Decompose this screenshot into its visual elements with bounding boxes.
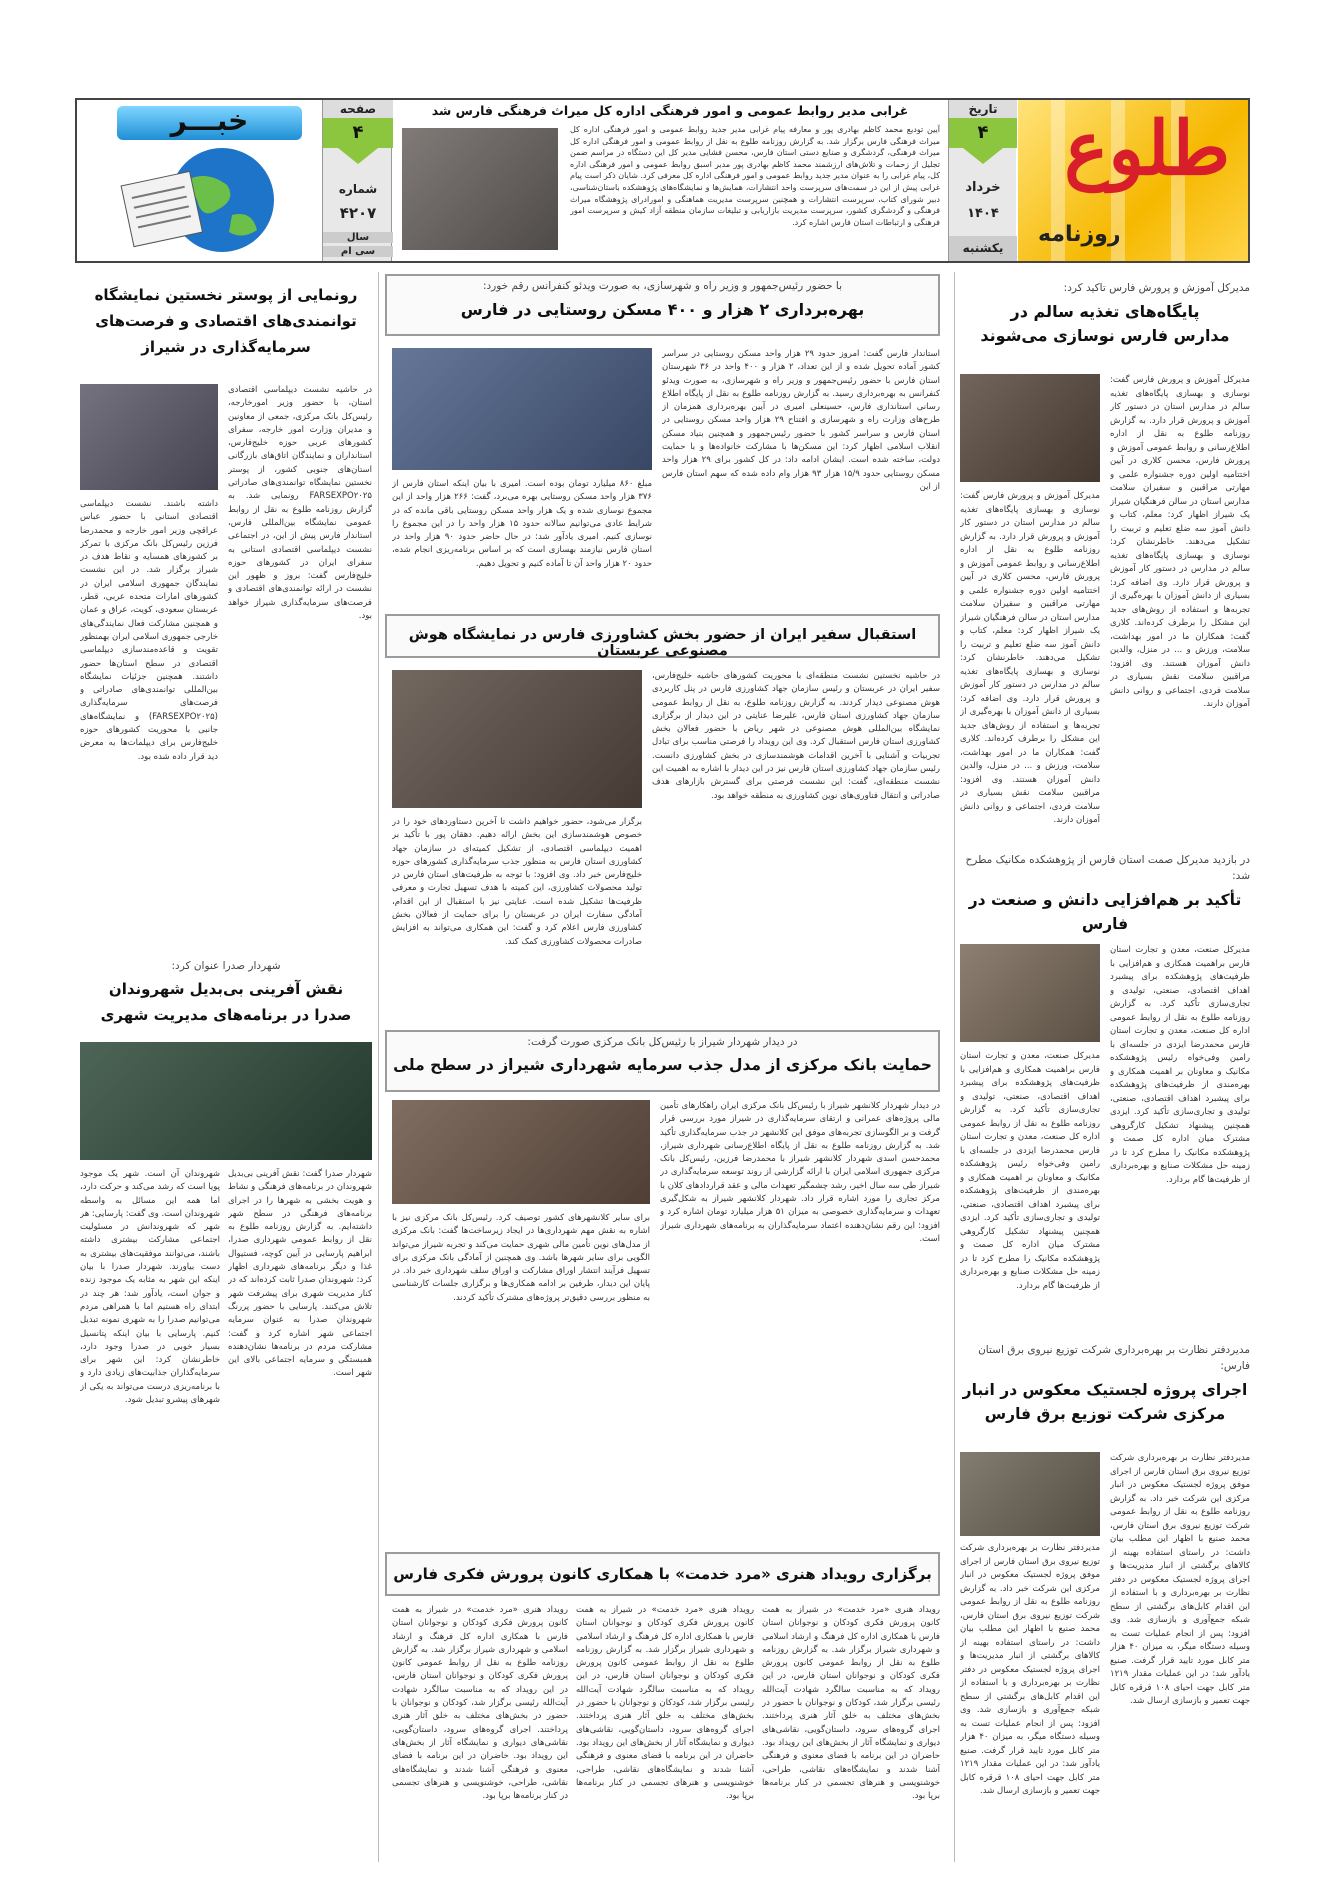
top-story [394, 100, 946, 261]
bank-headline-box [385, 1030, 940, 1092]
logo-subtitle: روزنامه [1038, 222, 1121, 247]
schools-article [960, 282, 1250, 842]
power-photo [960, 1452, 1100, 1536]
power-title: اجرای پروژه لجستیک معکوس در انبار مرکزی شرکت توزیع برق فارس [962, 1381, 1248, 1423]
housing-body-left: مبلغ ۸۶۰ میلیارد تومان بوده است. امیری با بیان اینکه استان فارس از ۳۷۶ هزار واحد مسکن روستایی بهره می‌برد، گفت: ۲۶۶ هزار واحد از این مجموع نوسازی شده و یک هزار واحد مسکن روستایی باقی مانده که در شرایط عادی می‌توانیم سالانه حدود ۱۵ هزار واحد را در این مجموع را نوسازی کنیم. امیری یادآور شد: در حال حاضر حدود ۹۰ هزار واحد در استان فارس نیازمند بهسازی است که بر اساس برنامه‌ریزی انجام شده، حدود ۲۰ هزار واحد آن تا آماده کنیم و تحویل دهیم. [392, 479, 652, 569]
power-article [960, 1342, 1250, 1852]
page-num: ۴ [323, 118, 393, 148]
page-arrow-icon [338, 148, 378, 164]
top-story-photo [402, 128, 558, 250]
column-divider [954, 272, 955, 1862]
date-month: خرداد [965, 180, 1001, 195]
expo-body-left: داشته باشند. نشست دیپلماسی اقتصادی استانی با حضور عباس عراقچی وزیر امور خارجه و محمدرضا فرزین رئیس‌کل بانک مرکزی با تمرکز بر کشورهای همسایه و نقاط هدف در شیراز برگزار شد. در این نشست نمایندگان جمهوری اسلامی ایران در کشورهای امارات متحده عربی، قطر، عربستان سعودی، کویت، عراق و عمان و همچنین مشارکت فعال نمایندگی‌های خارجی جمهوری اسلامی ایران بهمنظور تقویت و قاعده‌مندسازی دیپلماسی اقتصادی در سطح استان‌ها حضور داشتند. همچنین جزئیات نمایشگاه بین‌المللی توانمندی‌های صادراتی و فرصت‌های سرمایه‌گذاری (FARSEXPO۲۰۲۵) و نمایشگاه‌های جانبی با محوریت کشورهای حوزه خلیج‌فارس برای دیپلمات‌ها به معرض دید قرار داده شده بود. [80, 499, 218, 762]
ambassador-headline-box [385, 614, 940, 658]
date-label: تاریخ [949, 100, 1017, 118]
art-body-right: رویداد هنری «مرد خدمت» در شیراز به همت کانون پرورش فکری کودکان و نوجوانان استان فارس با همکاری اداره کل فرهنگ و ارشاد اسلامی و شهرداری شیراز برگزار شد. به گزارش روزنامه طلوع به نقل از روابط عمومی کانون پرورش فکری کودکان و نوجوانان استان فارس، در این رویداد که به مناسبت سالگرد شهادت آیت‌الله رئیسی برگزار شد، کودکان و نوجوانان با حضور در بخش‌های مختلف به خلق آثار هنری پرداختند. اجرای گروه‌های سرود، داستان‌گویی، نقاشی‌های دیواری و نمایشگاه آثار از بخش‌های این رویداد بود. حاضران در این برنامه با فضای معنوی و فرهنگی آشنا شدند و نمایشگاه‌های نقاشی، طراحی، خوشنویسی و هنرهای تجسمی در کنار برنامه‌ها برپا بود. [762, 1605, 940, 1802]
top-story-title: غرابی مدیر روابط عمومی و امور فرهنگی اداره کل میراث فرهنگی فارس شد [431, 103, 909, 118]
sadra-body-right: شهردار صدرا گفت: نقش آفرینی بی‌بدیل شهروندان در برنامه‌های فرهنگی و نشاط و هویت بخشی به شهرها را در اجرای برنامه‌های فرهنگی در سطح شهر داشته‌ایم. به گزارش روزنامه طلوع به نقل از روابط عمومی شهرداری صدرا، ابراهیم پارسایی در آیین کوچه، فستیوال غذا و دیگر برنامه‌های شهرداری اظهار کرد: شهروندان صدرا ثابت کرده‌اند که در کنار مدیریت شهری برای پیشرفت شهر تلاش می‌کنند. پارسایی با حضور پررنگ شهروندان صدرا به عنوان سرمایه اجتماعی شهر اشاره کرد و گفت: مشارکت مردم در برنامه‌ها نشان‌دهنده همبستگی و سرمایه اجتماعی بالای این شهر است. [228, 1169, 372, 1379]
khabar-text: خبـــر [170, 104, 249, 137]
housing-title: بهره‌برداری ۲ هزار و ۴۰۰ مسکن روستایی در فارس [460, 300, 865, 319]
ambassador-photo [392, 670, 642, 808]
power-body: مدیردفتر نظارت بر بهره‌برداری شرکت توزیع نیروی برق استان فارس از اجرای موفق پروژه لجستیک معکوس در انبار مرکزی این شرکت خبر داد. به گزارش روزنامه طلوع به نقل از روابط عمومی شرکت توزیع نیروی برق استان فارس، محمد صنیع با اظهار این مطلب بیان داشت: در راستای استفاده بهینه از کالاهای برگشتی از انبار مدیریت‌ها و اجرای پروژه لجستیک معکوس در دفتر نظارت بر بهره‌برداری و با استفاده از این اقدام کابل‌های برگشتی از سطح شبکه جمع‌آوری و بازسازی شد. وی افزود: پس از انجام عملیات تست به وسیله دستگاه میگر، به میزان ۴۰ هزار متر کابل مورد تایید قرار گرفت. صنیع یادآور شد: در این عملیات مقدار ۱۲۱۹ متر کابل جهت احیای ۱۰۸ قرقره کابل جهت تعمیر و بازسازی ارسال شد. [1110, 1453, 1250, 1706]
page-label: صفحه [323, 100, 393, 118]
sadra-title: نقش آفرینی بی‌بدیل شهروندان صدرا در برنامه‌های مدیریت شهری [100, 980, 352, 1024]
date-arrow-icon [963, 148, 1003, 164]
industry-title: تأکید بر هم‌افزایی دانش و صنعت در فارس [968, 891, 1242, 933]
bank-body-right: در دیدار شهردار کلانشهر شیراز با رئیس‌کل بانک مرکزی ایران راهکارهای تأمین مالی پروژه‌های عمرانی و ارتقای سرمایه‌گذاری در شیراز مورد بررسی قرار گرفت و بر الگوسازی تجربه‌های موفق این کلانشهر در جذب سرمایه‌گذاری تأکید شد. به گزارش روزنامه طلوع به نقل از پایگاه اطلاع‌رسانی شهرداری شیراز، محمدحسن اسدی شهردار کلانشهر شیراز با محمدرضا فرزین، رئیس‌کل بانک مرکزی جمهوری اسلامی ایران با ارائه گزارشی از روند توسعه سرمایه‌گذاری در شیراز طی سه سال اخیر، رشد چشمگیر تعهدات مالی و عقد قراردادهای کلان با مرکز تجاری را مورد اشاره قرار داد. شهردار کلانشهر شیراز به شکل‌گیری تعهدات و سرمایه‌گذاری خصوصی به میزان ۵۱ هزار میلیارد تومان اشاره کرد و افزود: این رقم نشان‌دهنده اعتماد سرمایه‌گذاران به برنامه‌های شهرداری شیراز است. [660, 1101, 940, 1244]
bank-photo [392, 1100, 650, 1204]
ambassador-body-right: در حاشیه نخستین نشست منطقه‌ای با محوریت کشورهای حاشیه خلیج‌فارس، سفیر ایران در عربستان و رئیس سازمان جهاد کشاورزی فارس در پنل کاربردی هوش مصنوعی دیدار کردند. به گزارش روزنامه طلوع، به نقل از روابط عمومی سازمان جهاد کشاورزی استان فارس، علیرضا عنایتی در این دیدار از برگزاری نمایشگاه بین‌المللی هوش مصنوعی در شهر ریاض با حضور فعالان بخش کشاورزی استان فارس استقبال کرد. وی این رویداد را فرصتی مناسب برای تبادل تجربیات و آشنایی با آخرین اقدامات هوشمندسازی در بخش کشاورزی دانست. رئیس سازمان جهاد کشاورزی استان فارس نیز در این دیدار با اشاره به اهمیت این نشست منطقه‌ای، گفت: این نشست فرصتی برای گسترش بازارهای هدف صادراتی و انتقال فناوری‌های نوین کشاورزی به منطقه خواهد بود. [652, 671, 940, 801]
industry-kicker: در بازدید مدیرکل صمت استان فارس از پژوهشکده مکانیک مطرح شد: [965, 854, 1250, 882]
date-box [948, 100, 1016, 261]
sadra-article [80, 960, 372, 1860]
industry-body-cont: مدیرکل صنعت، معدن و تجارت استان فارس براهمیت همکاری و هم‌افزایی با ظرفیت‌های پژوهشکده برای پیشبرد اهداف اقتصادی، صنعتی، تولیدی و تجاری‌سازی تأکید کرد. به گزارش روزنامه طلوع به نقل از روابط عمومی اداره کل صنعت، معدن و تجارت استان فارس محمدرضا ایزدی در جلسه‌ای با رامین وفی‌خواه رئیس پژوهشکده مکانیک و معاونان بر اهمیت همکاری و بهره‌مندی از ظرفیت‌های پژوهشکده برای پیشبرد اهداف اقتصادی، صنعتی، تولیدی و تجاری‌سازی تأکید کرد. ایزدی همچنین پیشنهاد تشکیل کارگروهی مشترک میان اداره کل صمت و پژوهشکده مکانیک را مطرح کرد تا در زمینه حل مشکلات صنایع و بهره‌برداری از ظرفیت‌ها گام بردارد. [960, 1051, 1100, 1291]
column-divider [378, 272, 379, 1862]
housing-body-right: استاندار فارس گفت: امروز حدود ۲۹ هزار واحد مسکن روستایی در سراسر کشور آماده تحویل شده و از این تعداد، ۲ هزار و ۴۰۰ واحد در ۳۶ شهرستان استان فارس با حضور رئیس‌جمهور و وزیر راه و شهرسازی، به صورت ویدئو کنفرانس به بهره‌برداری رسید. به گزارش روزنامه طلوع به نقل از پایگاه اطلاع رسانی استانداری فارس، حسینعلی امیری در آیین بهره‌برداری همزمان از طرح‌های وزارت راه و شهرسازی و افتتاح ۲۹ هزار واحد مسکن روستایی در استان فارس و سراسر کشور با حضور رئیس‌جمهور و همچنین بنیاد مسکن انقلاب اسلامی اظهار کرد: این مسکن‌ها با مشارکت خانواده‌ها و با حمایت دولت، ساخته شده است. ایشان ادامه داد: در کل کشور برای ۲۹ هزار واحد مسکن روستایی حدود ۱۵/۹ هزار ۹۳ هزار وام داده شده که سهم استان فارس از این [662, 349, 940, 492]
art-title: برگزاری رویداد هنری «مرد خدمت» با همکاری کانون پرورش فکری فارس [393, 1565, 932, 1583]
bank-kicker: در دیدار شهردار شیراز با رئیس‌کل بانک مرکزی صورت گرفت: [527, 1036, 798, 1048]
ambassador-body-left: برگزار می‌شود، حضور خواهیم داشت تا آخرین دستاوردهای خود را در خصوص هوشمندسازی این بخش ارائه دهیم. دهقان پور با تأکید بر اهمیت دیپلماسی اقتصادی، از تشکیل کمیته‌ای در سازمان جهاد کشاورزی استان فارس به منظور جذب سرمایه‌گذاری کشورهای حوزه خلیج‌فارس خبر داد. وی افزود: با توجه به ظرفیت‌های استان فارس در تولید محصولات کشاورزی، این کمیته با هدف تسهیل تجارت و معرفی ظرفیت‌ها تشکیل شده است. عنایتی نیز با استقبال از این اقدام، آمادگی سفارت ایران در عربستان را برای حمایت از فعالان بخش کشاورزی فارس اعلام کرد و گفت: این همکاری می‌تواند به افزایش صادرات محصولات کشاورزی کمک کند. [392, 817, 642, 947]
art-body-mid: رویداد هنری «مرد خدمت» در شیراز به همت کانون پرورش فکری کودکان و نوجوانان استان فارس با همکاری اداره کل فرهنگ و ارشاد اسلامی و شهرداری شیراز برگزار شد. به گزارش روزنامه طلوع به نقل از روابط عمومی کانون پرورش فکری کودکان و نوجوانان استان فارس، در این رویداد که به مناسبت سالگرد شهادت آیت‌الله رئیسی برگزار شد، کودکان و نوجوانان با حضور در بخش‌های مختلف به خلق آثار هنری پرداختند. اجرای گروه‌های سرود، داستان‌گویی، نقاشی‌های دیواری و نمایشگاه آثار از بخش‌های این رویداد بود. حاضران در این برنامه با فضای معنوی و فرهنگی آشنا شدند و نمایشگاه‌های نقاشی، طراحی، خوشنویسی و هنرهای تجسمی در کنار برنامه‌ها برپا بود. [576, 1605, 754, 1802]
schools-body: مدیرکل آموزش و پرورش فارس گفت: نوسازی و بهسازی پایگاه‌های تغذیه سالم در مدارس استان در دستور کار آموزش و پرورش قرار دارد. به گزارش روزنامه طلوع به نقل از اداره اطلاع‌رسانی و روابط عمومی آموزش و پرورش فارس، محسن کلاری در آیین اختتامیه اولین دوره جشنواره علمی و مهارتی مراقبین و سفیران سلامت مدارس استان در سالن فرهنگیان شیراز یک شیراز اظهار کرد: معلم، کتاب و دانش آموز سه ضلع تعلیم و تربیت را تشکیل می‌دهند. خاطرنشان کرد: نوسازی و بهسازی پایگاه‌های تغذیه سالم در مدارس در دستور کار آموزش و پرورش قرار دارد. وی اضافه کرد: بسیاری از دانش آموزان با بهره‌گیری از تجربه‌ها و استفاده از روش‌های جدید این مشکل را برطرف کرده‌اند. کلاری گفت: همکاران ما در امور بهداشت، سلامت، ورزش و ... در منزل، والدین دانش آموزان هستند. وی افزود: مراقبین سلامت نقش بسیاری در سلامت فردی، اجتماعی و روانی دانش آموزان دارند. [1110, 375, 1250, 709]
top-story-body: آیین تودیع محمد کاظم بهادری پور و معارفه پیام غرابی مدیر جدید روابط عمومی و امور فرهنگی اداره کل میراث فرهنگی فارس برگزار شد. به گزارش روزنامه طلوع به نقل از روابط عمومی و امور فرهنگی اداره کل میراث فرهنگی، گردشگری و صنایع دستی استان فارس، محسن فشایی مدیر کل این دستگاه در مراسم ضمن تجلیل از زحمات و تلاش‌های ارزشمند محمد کاظم بهادری پور مدیر اسبق روابط عمومی و امور فرهنگی اداره کل، پیام غرابی را به عنوان مدیر جدید روابط عمومی و امور فرهنگی اداره کل معرفی کرد. شایان ذکر است پیام غرابی پیش از این در سمت‌های سرپرست واحد انتشارات، همایش‌ها و نمایشگاه‌های پژوهشکده باستان‌شناسی، دبیر شورای کتاب، سرپرست انتشارات و همچنین سرپرست مدیریت هماهنگی و امورادرای پژوهشگاه میراث فرهنگی و گردشگری کشور، سرپرست مدیریت بازاریابی و تبلیغات سازمان منطقه آزاد کیش و سرپرست امور فرهنگی و ارتباطات استان فارس اشاره کرد. [570, 125, 940, 227]
housing-headline-box [385, 274, 940, 336]
khabar-logo [77, 100, 320, 261]
issue-label: شماره [338, 182, 378, 196]
sadra-photo [80, 1042, 372, 1160]
issue-num: ۴۲۰۷ [339, 204, 377, 222]
art-body-left: رویداد هنری «مرد خدمت» در شیراز به همت کانون پرورش فکری کودکان و نوجوانان استان فارس با همکاری اداره کل فرهنگ و ارشاد اسلامی و شهرداری شیراز برگزار شد. به گزارش روزنامه طلوع به نقل از روابط عمومی کانون پرورش فکری کودکان و نوجوانان استان فارس، در این رویداد که به مناسبت سالگرد شهادت آیت‌الله رئیسی برگزار شد، کودکان و نوجوانان با حضور در بخش‌های مختلف به خلق آثار هنری پرداختند. اجرای گروه‌های سرود، داستان‌گویی، نقاشی‌های دیواری و نمایشگاه آثار از بخش‌های این رویداد بود. حاضران در این برنامه با فضای معنوی و فرهنگی آشنا شدند و نمایشگاه‌های نقاشی، طراحی، خوشنویسی و هنرهای تجسمی در کنار برنامه‌ها برپا بود. [392, 1605, 568, 1802]
date-year: ۱۴۰۴ [967, 206, 999, 221]
schools-title: پایگاه‌های تغذیه سالم در مدارس فارس نوسازی می‌شوند [980, 302, 1230, 345]
industry-article [960, 852, 1250, 1332]
power-body-cont: مدیردفتر نظارت بر بهره‌برداری شرکت توزیع نیروی برق استان فارس از اجرای موفق پروژه لجستیک معکوس در انبار مرکزی این شرکت خبر داد. به گزارش روزنامه طلوع به نقل از روابط عمومی شرکت توزیع نیروی برق استان فارس، محمد صنیع با اظهار این مطلب بیان داشت: در راستای استفاده بهینه از کالاهای برگشتی از انبار مدیریت‌ها و اجرای پروژه لجستیک معکوس در دفتر نظارت بر بهره‌برداری و با استفاده از این اقدام کابل‌های برگشتی از سطح شبکه جمع‌آوری و بازسازی شد. وی افزود: پس از انجام عملیات تست به وسیله دستگاه میگر، به میزان ۴۰ هزار متر کابل مورد تایید قرار گرفت. صنیع یادآور شد: در این عملیات مقدار ۱۲۱۹ متر کابل جهت احیای ۱۰۸ قرقره کابل جهت تعمیر و بازسازی ارسال شد. [960, 1543, 1100, 1796]
year-num: سی ام [323, 246, 393, 257]
ambassador-title: استقبال سفیر ایران از حضور بخش کشاورزی فارس در نمایشگاه هوش مصنوعی عربستان [408, 627, 917, 659]
industry-body: مدیرکل صنعت، معدن و تجارت استان فارس براهمیت همکاری و هم‌افزایی با ظرفیت‌های پژوهشکده برای پیشبرد اهداف اقتصادی، صنعتی، تولیدی و تجاری‌سازی تأکید کرد. به گزارش روزنامه طلوع به نقل از روابط عمومی اداره کل صنعت، معدن و تجارت استان فارس محمدرضا ایزدی در جلسه‌ای با رامین وفی‌خواه رئیس پژوهشکده مکانیک و معاونان بر اهمیت همکاری و بهره‌مندی از ظرفیت‌های پژوهشکده برای پیشبرد اهداف اقتصادی، صنعتی، تولیدی و تجاری‌سازی تأکید کرد. ایزدی همچنین پیشنهاد تشکیل کارگروهی مشترک میان اداره کل صمت و پژوهشکده مکانیک را مطرح کرد تا در زمینه حل مشکلات صنایع و بهره‌برداری از ظرفیت‌ها گام بردارد. [1110, 945, 1250, 1185]
logo-text: طلوع [1064, 106, 1230, 192]
page-box [322, 100, 392, 261]
bank-title: حمایت بانک مرکزی از مدل جذب سرمایه شهرداری شیراز در سطح ملی [393, 1056, 932, 1074]
date-day: ۴ [949, 118, 1017, 148]
logo [1018, 100, 1248, 261]
date-weekday: یکشنبه [949, 236, 1017, 261]
expo-body-right: در حاشیه نشست دیپلماسی اقتصادی استان، با حضور وزیر امورخارجه، رئیس‌کل بانک مرکزی، جمعی از معاونین و مدیران وزارت امور خارجه، سفرای کشورهای عربی حوزه خلیج‌فارس، استانداران و نمایندگان اتاق‌های بازرگانی استان‌های جنوبی کشور، از پوستر نخستین نمایشگاه توانمندی‌های صادراتی FARSEXPO۲۰۲۵ رونمایی شد. به گزارش روزنامه طلوع به نقل از روابط عمومی نمایشگاه بین‌المللی فارس، استاندار فارس پیش از این، در اجتماعی نشست دیپلماسی اقتصادی استانی به سفرای ایران در کشورهای حوزه خلیج‌فارس گفت: بروز و ظهور این نشست در ارائه توانمندی‌های اقتصادی و فرصت‌های سرمایه‌گذاری شیراز خواهد بود. [228, 385, 372, 622]
bank-body-left: برای سایر کلانشهرهای کشور توصیف کرد. رئیس‌کل بانک مرکزی نیز با اشاره به نقش مهم شهرداری‌ها در ایجاد زیرساخت‌ها گفت: بانک مرکزی از مدل‌های نوین تأمین مالی شهری حمایت می‌کند و تجربه شیراز می‌تواند الگویی برای سایر شهرها باشد. وی همچنین از آمادگی بانک مرکزی برای تسهیل فرآیند انتشار اوراق مشارکت و اوراق سلف شهرداری خبر داد. در پایان این دیدار، طرفین بر ادامه همکاری‌ها و برگزاری جلسات کارشناسی به منظور بررسی دقیق‌تر پروژه‌های مشترک تأکید کردند. [392, 1213, 650, 1303]
housing-photo [392, 348, 652, 470]
sadra-kicker: شهردار صدرا عنوان کرد: [171, 960, 281, 972]
globe-icon [117, 140, 287, 258]
schools-photo [960, 374, 1100, 482]
year-label: سال [323, 232, 393, 243]
industry-photo [960, 944, 1100, 1042]
schools-kicker: مدیرکل آموزش و پرورش فارس تاکید کرد: [1063, 282, 1250, 294]
power-kicker: مدیردفتر نظارت بر بهره‌برداری شرکت توزیع نیروی برق استان فارس: [978, 1344, 1250, 1372]
sadra-body-left: شهروندان آن است. شهر یک موجود پویا است که رشد می‌کند و حرکت دارد، اما همه این مسائل به واسطه شهروندان است. وی گفت: پارسایی: هر شهر که شهروندانش در مسئولیت اجتماعی مشارکت بیشتری داشته باشند، می‌توانند موفقیت‌های بیشتری به دست بیاورند. شهردار صدرا با بیان اینکه این شهر به مثابه یک موجود زنده و جوان است، یادآور شد: هر چند در ابتدای راه هستیم اما با همراهی مردم می‌توانیم صدرا را به شهری نمونه تبدیل کنیم. پارسایی با بیان اینکه پتانسیل بسیار خوبی در صدرا وجود دارد، خاطرنشان کرد: این شهر برای سرمایه‌گذاران جذابیت‌های زیادی دارد و با برنامه‌ریزی درست می‌تواند به یکی از شهرهای پیشرو تبدیل شود. [80, 1169, 220, 1406]
art-headline-box [385, 1552, 940, 1596]
schools-body-cont: مدیرکل آموزش و پرورش فارس گفت: نوسازی و بهسازی پایگاه‌های تغذیه سالم در مدارس استان در دستور کار آموزش و پرورش قرار دارد. به گزارش روزنامه طلوع به نقل از اداره اطلاع‌رسانی و روابط عمومی آموزش و پرورش فارس، محسن کلاری در آیین اختتامیه اولین دوره جشنواره علمی و مهارتی مراقبین و سفیران سلامت مدارس استان در سالن فرهنگیان شیراز یک شیراز اظهار کرد: معلم، کتاب و دانش آموز سه ضلع تعلیم و تربیت را تشکیل می‌دهند. خاطرنشان کرد: نوسازی و بهسازی پایگاه‌های تغذیه سالم در مدارس در دستور کار آموزش و پرورش قرار دارد. وی اضافه کرد: بسیاری از دانش آموزان با بهره‌گیری از تجربه‌ها و استفاده از روش‌های جدید این مشکل را برطرف کرده‌اند. کلاری گفت: همکاران ما در امور بهداشت، سلامت، ورزش و ... در منزل، والدین دانش آموزان هستند. وی افزود: مراقبین سلامت نقش بسیاری در سلامت فردی، اجتماعی و روانی دانش آموزان دارند. [960, 491, 1100, 825]
housing-kicker: با حضور رئیس‌جمهور و وزیر راه و شهرسازی، به صورت ویدئو کنفرانس رقم خورد: [482, 280, 843, 292]
expo-photo [80, 384, 218, 490]
expo-article [80, 282, 372, 972]
expo-title: رونمایی از پوستر نخستین نمایشگاه توانمندی‌های اقتصادی و فرصت‌های سرمایه‌گذاری در شیراز [94, 286, 358, 356]
